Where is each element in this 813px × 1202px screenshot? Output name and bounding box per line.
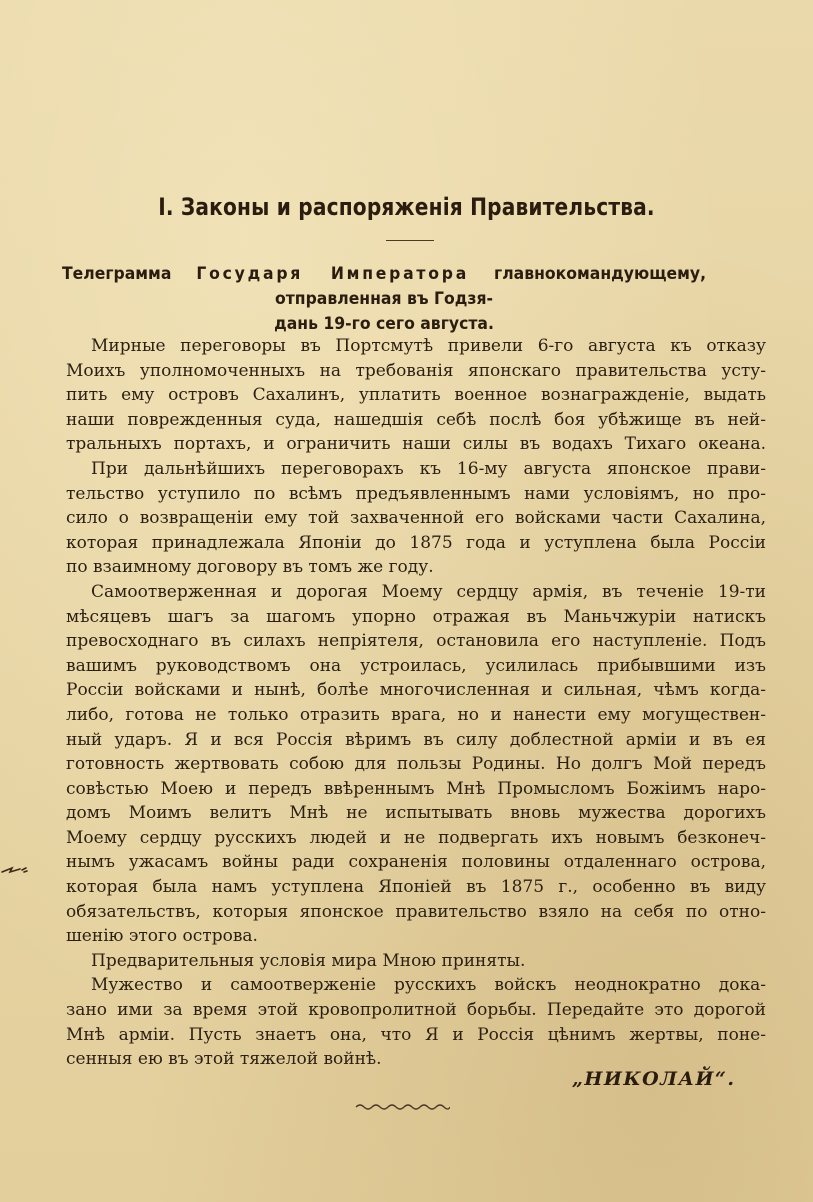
body-line: Мирные переговоры въ Портсмутѣ привели 6-го августа къ отказу xyxy=(91,336,766,356)
section-title: I. Законы и распоряженія Правительства. xyxy=(158,193,655,221)
body-line: сенныя ею въ этой тяжелой войнѣ. xyxy=(66,1049,382,1070)
telegram-heading-part2: главнокомандующему, отправленная въ Годзя- xyxy=(274,264,707,309)
body-line: превосходнаго въ силахъ непріятеля, остановила его наступленіе. Подъ xyxy=(66,631,766,652)
body-line: Моему сердцу русскихъ людей и не подвергать ихъ новымъ безконеч- xyxy=(66,827,766,848)
body-line: сило о возвращеніи ему той захваченной его войсками части Сахалина, xyxy=(66,508,766,529)
body-line: готовность жертвовать собою для пользы Родины. Но долгъ Мой передъ xyxy=(66,754,766,775)
telegram-body xyxy=(66,334,766,1072)
body-line: вашимъ руководствомъ она устроилась, усилилась прибывшими изъ xyxy=(66,655,766,676)
telegram-heading-part1: Телеграмма xyxy=(62,264,172,284)
body-line: зано ими за время этой кровопролитной борьбы. Передайте это дорогой xyxy=(66,1000,766,1021)
body-line: которая была намъ уступлена Японіей въ 1875 г., особенно въ виду xyxy=(66,877,766,898)
body-line: Россіи войсками и нынѣ, болѣе многочисленная и сильная, чѣмъ когда- xyxy=(66,680,766,701)
body-line: домъ Моимъ велитъ Мнѣ не испытывать вновь мужества дорогихъ xyxy=(66,803,766,824)
body-line: шенію этого острова. xyxy=(66,926,258,947)
body-line: ный ударъ. Я и вся Россія вѣримъ въ силу доблестной арміи и въ ея xyxy=(66,729,766,750)
title-divider xyxy=(386,240,434,241)
body-line: пить ему островъ Сахалинъ, уплатить военное вознагражденіе, выдать xyxy=(66,385,766,406)
telegram-heading-line2: дань 19-го сего августа. xyxy=(274,314,494,334)
body-line: которая принадлежала Японіи до 1875 года и уступлена была Россіи xyxy=(66,532,766,553)
body-line: Мужество и самоотверженіе русскихъ войскъ неоднократно дока- xyxy=(91,975,766,996)
body-line: Мнѣ арміи. Пусть знаетъ она, что Я и Россія цѣнимъ жертвы, поне- xyxy=(66,1024,766,1045)
body-line: Самоотверженная и дорогая Моему сердцу армія, въ теченіе 19-ти xyxy=(91,581,766,602)
body-line: тельство уступило по всѣмъ предъявленнымъ нами условіямъ, но про- xyxy=(66,483,766,504)
body-line: тральныхъ портахъ, и ограничить наши силы въ водахъ Тихаго океана. xyxy=(66,434,766,455)
body-line: Моихъ уполномоченныхъ на требованія японскаго правительства усту- xyxy=(66,360,766,381)
body-line: совѣстью Моею и передъ ввѣреннымъ Мнѣ Промысломъ Божіимъ наро- xyxy=(66,778,766,799)
body-line: наши поврежденныя суда, нашедшія себѣ послѣ боя убѣжище въ ней- xyxy=(66,409,766,430)
telegram-heading-emperor: Государя Императора xyxy=(196,264,470,284)
margin-mark-icon xyxy=(0,863,30,877)
body-line: При дальнѣйшихъ переговорахъ къ 16-му августа японское прави- xyxy=(91,458,766,479)
body-line: мѣсяцевъ шагъ за шагомъ упорно отражая въ Маньчжуріи натискъ xyxy=(66,606,766,627)
body-line: по взаимному договору въ томъ же году. xyxy=(66,557,434,578)
signature: „НИКОЛАЙ“. xyxy=(572,1068,736,1090)
body-line: Предварительныя условія мира Мною приняты. xyxy=(91,950,526,971)
telegram-heading xyxy=(62,262,706,337)
ornament-flourish xyxy=(354,1102,450,1112)
body-line: нымъ ужасамъ войны ради сохраненія половины отдаленнаго острова, xyxy=(66,852,766,873)
body-line: обязательствъ, которыя японское правительство взяло на себя по отно- xyxy=(66,901,766,922)
body-line: либо, готова не только отразить врага, но и нанести ему могуществен- xyxy=(66,704,766,725)
